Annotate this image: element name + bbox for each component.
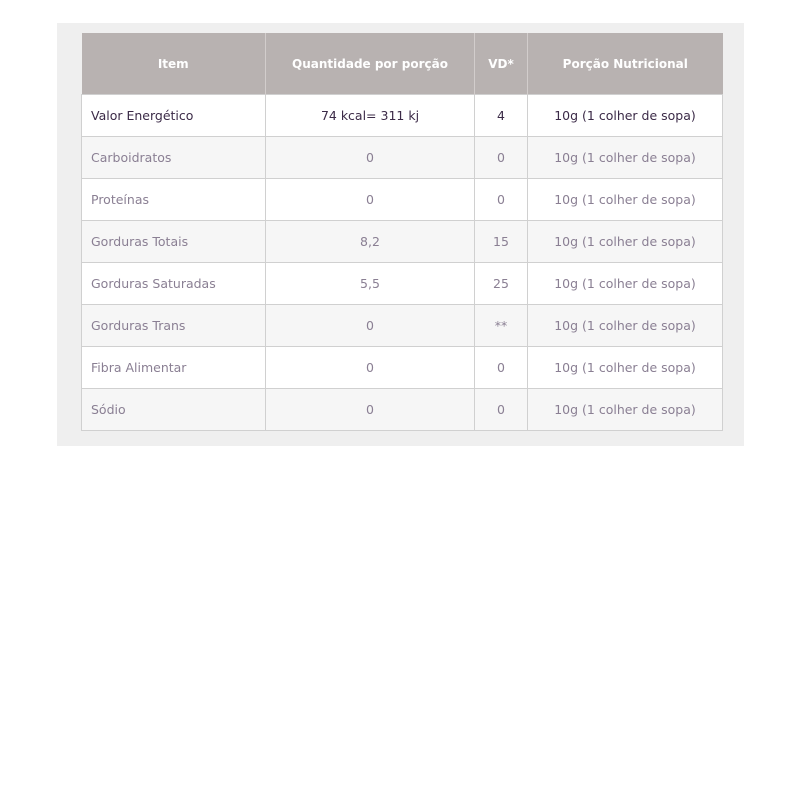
table-row [82,179,723,221]
header-vd: VD* [475,33,528,95]
row-portion: 10g (1 colher de sopa) [528,389,723,431]
row-vd: 25 [475,263,528,305]
row-vd: 0 [475,137,528,179]
table-row [82,305,723,347]
table-row [82,221,723,263]
row-vd: 0 [475,389,528,431]
row-portion: 10g (1 colher de sopa) [528,221,723,263]
table-row [82,263,723,305]
row-vd: 15 [475,221,528,263]
row-portion: 10g (1 colher de sopa) [528,263,723,305]
row-vd: 0 [475,179,528,221]
row-item: Fibra Alimentar [82,347,266,389]
row-item: Proteínas [82,179,266,221]
row-item: Valor Energético [82,95,266,137]
header-row [82,33,723,95]
table-row [82,389,723,431]
row-portion: 10g (1 colher de sopa) [528,95,723,137]
row-portion: 10g (1 colher de sopa) [528,179,723,221]
row-portion: 10g (1 colher de sopa) [528,347,723,389]
row-quantity: 8,2 [266,221,475,263]
table-body [82,95,723,431]
nutrition-table [81,33,723,431]
row-item: Carboidratos [82,137,266,179]
row-quantity: 0 [266,347,475,389]
row-quantity: 5,5 [266,263,475,305]
table-row [82,347,723,389]
row-item: Gorduras Trans [82,305,266,347]
row-quantity: 0 [266,305,475,347]
row-portion: 10g (1 colher de sopa) [528,137,723,179]
table-row [82,137,723,179]
row-item: Gorduras Totais [82,221,266,263]
row-vd: ** [475,305,528,347]
row-portion: 10g (1 colher de sopa) [528,305,723,347]
header-item: Item [82,33,266,95]
header-quantity: Quantidade por porção [266,33,475,95]
row-item: Sódio [82,389,266,431]
row-vd: 0 [475,347,528,389]
header-portion: Porção Nutricional [528,33,723,95]
row-quantity: 0 [266,137,475,179]
row-quantity: 0 [266,389,475,431]
row-item: Gorduras Saturadas [82,263,266,305]
row-quantity: 0 [266,179,475,221]
row-quantity: 74 kcal= 311 kj [266,95,475,137]
row-vd: 4 [475,95,528,137]
table-row [82,95,723,137]
table-header [82,33,723,95]
